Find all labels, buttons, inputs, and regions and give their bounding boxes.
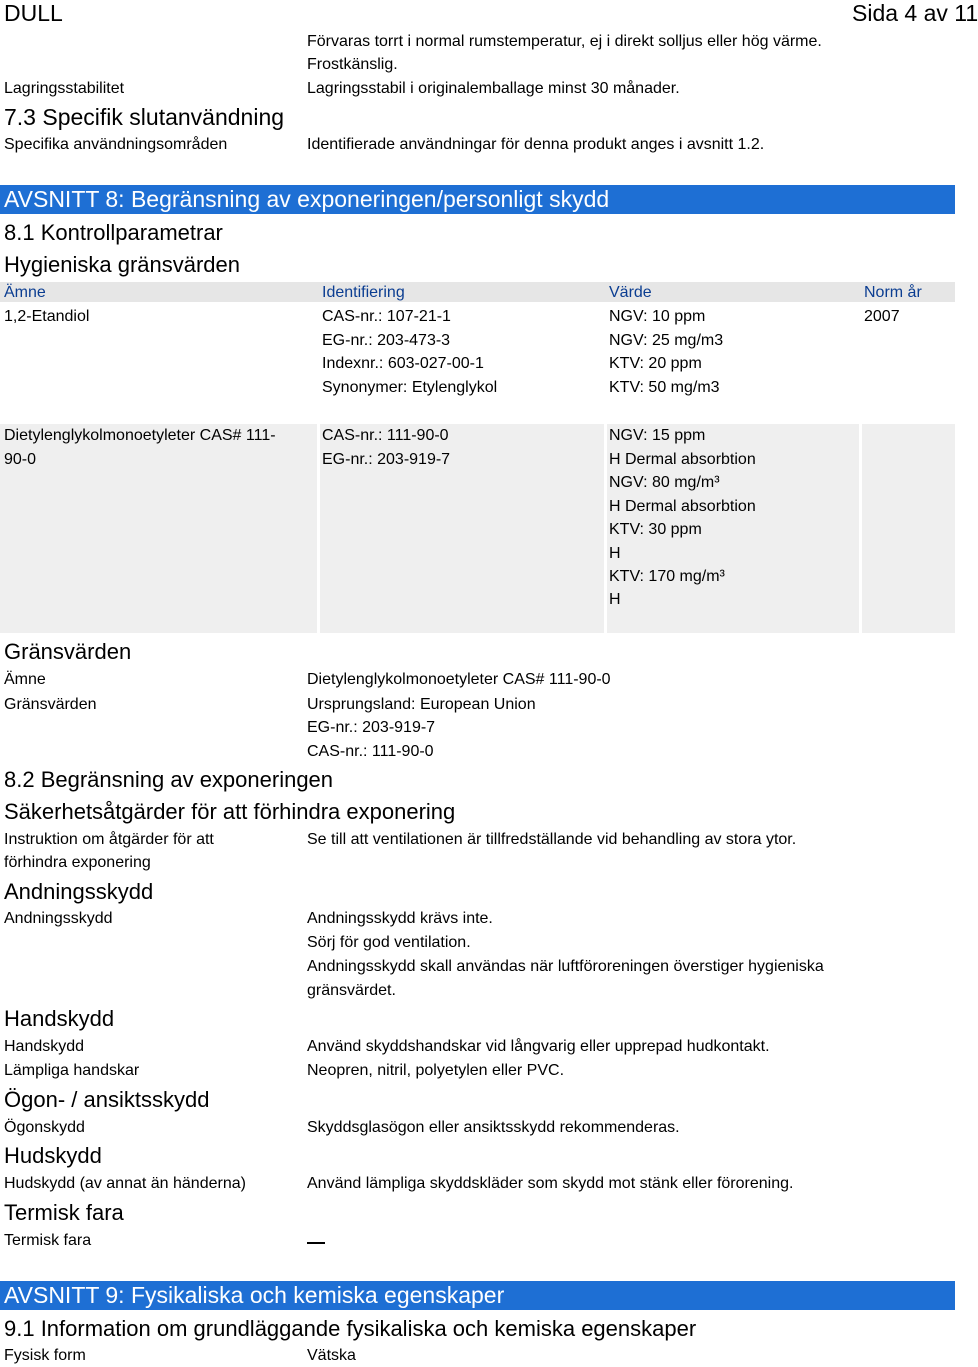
row1-ident-index: Indexnr.: 603-027-00-1 xyxy=(322,355,484,372)
company-name: DULL xyxy=(4,0,63,26)
skin-protection-title: Hudskydd xyxy=(4,1143,102,1168)
col-header-substance: Ämne xyxy=(4,284,46,301)
physical-form-label: Fysisk form xyxy=(4,1347,86,1364)
suitable-gloves-label: Lämpliga handskar xyxy=(4,1062,140,1079)
skin-protection-label: Hudskydd (av annat än händerna) xyxy=(4,1175,246,1192)
row1-value-2: NGV: 25 mg/m3 xyxy=(609,332,724,349)
suitable-gloves-value: Neopren, nitril, polyetylen eller PVC. xyxy=(307,1062,565,1079)
limit-substance-value: Dietylenglykolmonoetyleter CAS# 111-90-0 xyxy=(307,671,611,688)
section-8-2-title: 8.2 Begränsning av exponeringen xyxy=(4,767,334,792)
respiratory-value-4: gränsvärdet. xyxy=(307,982,396,999)
limit-values-label: Gränsvärden xyxy=(4,696,97,713)
hygienic-limits-title: Hygieniska gränsvärden xyxy=(4,252,241,277)
safety-value: Se till att ventilationen är tillfredställande vid behandling av stora ytor. xyxy=(307,831,797,848)
row2-value-3: NGV: 80 mg/m³ xyxy=(609,474,720,491)
row2-value-6: H xyxy=(609,545,621,562)
page-number: Sida 4 av 11 xyxy=(852,0,978,26)
safety-label-line-2: förhindra exponering xyxy=(4,854,151,871)
empty-value-dash xyxy=(307,1242,325,1244)
storage-line-2: Frostkänslig. xyxy=(307,56,398,73)
row1-ident-cas: CAS-nr.: 107-21-1 xyxy=(322,308,451,325)
row2-substance-line-2: 90-0 xyxy=(4,451,37,468)
eye-protection-label: Ögonskydd xyxy=(4,1119,85,1136)
section-9-1-title: 9.1 Information om grundläggande fysikaliska och kemiska egenskaper xyxy=(4,1316,697,1341)
row2-value-7: KTV: 170 mg/m³ xyxy=(609,568,725,585)
row1-year: 2007 xyxy=(864,308,900,325)
hand-protection-label: Handskydd xyxy=(4,1038,85,1055)
stability-label: Lagringsstabilitet xyxy=(4,80,125,97)
eye-protection-value: Skyddsglasögon eller ansiktsskydd rekommenderas. xyxy=(307,1119,680,1136)
physical-form-value: Vätska xyxy=(307,1347,356,1364)
skin-protection-value: Använd lämpliga skyddskläder som skydd mot stänk eller förorening. xyxy=(307,1175,794,1192)
thermal-hazard-title: Termisk fara xyxy=(4,1200,124,1225)
limit-values-title: Gränsvärden xyxy=(4,639,132,664)
respiratory-title: Andningsskydd xyxy=(4,879,154,904)
safety-measures-title: Säkerhetsåtgärder för att förhindra exponering xyxy=(4,799,456,824)
row2-ident-cas: CAS-nr.: 111-90-0 xyxy=(322,427,449,444)
eye-protection-title: Ögon- / ansiktsskydd xyxy=(4,1087,210,1112)
row2-value-1: NGV: 15 ppm xyxy=(609,427,706,444)
respiratory-value-1: Andningsskydd krävs inte. xyxy=(307,910,493,927)
storage-line-1: Förvaras torrt i normal rumstemperatur, ej i direkt solljus eller hög värme. xyxy=(307,33,822,50)
limit-substance-label: Ämne xyxy=(4,671,46,688)
row1-substance: 1,2-Etandiol xyxy=(4,308,90,325)
row2-value-5: KTV: 30 ppm xyxy=(609,521,702,538)
respiratory-value-2: Sörj för god ventilation. xyxy=(307,934,471,951)
section-8-header-bar: AVSNITT 8: Begränsning av exponeringen/personligt skydd xyxy=(0,185,955,214)
limit-eg-number: EG-nr.: 203-919-7 xyxy=(307,719,436,736)
row1-value-1: NGV: 10 ppm xyxy=(609,308,706,325)
section-7-3-title: 7.3 Specifik slutanvändning xyxy=(4,104,285,130)
safety-label-line-1: Instruktion om åtgärder för att xyxy=(4,831,214,848)
section-8-1-title: 8.1 Kontrollparametrar xyxy=(4,220,223,245)
col-header-identification: Identifiering xyxy=(322,284,405,301)
row1-value-4: KTV: 50 mg/m3 xyxy=(609,379,720,396)
specific-uses-value: Identifierade användningar för denna produkt anges i avsnitt 1.2. xyxy=(307,136,765,153)
row2-cell-year-bg xyxy=(862,424,955,633)
row2-value-8: H xyxy=(609,591,621,608)
limits-table-header xyxy=(0,282,955,302)
section-9-header-bar: AVSNITT 9: Fysikaliska och kemiska egenskaper xyxy=(0,1281,955,1310)
specific-uses-label: Specifika användningsområden xyxy=(4,136,228,153)
col-header-value: Värde xyxy=(609,284,652,301)
row2-substance-line-1: Dietylenglykolmonoetyleter CAS# 111- xyxy=(4,427,276,444)
row2-cell-substance-bg xyxy=(0,424,317,633)
limit-cas-number: CAS-nr.: 111-90-0 xyxy=(307,743,434,760)
col-header-norm-year: Norm år xyxy=(864,284,922,301)
row2-ident-eg: EG-nr.: 203-919-7 xyxy=(322,451,451,468)
row1-value-3: KTV: 20 ppm xyxy=(609,355,702,372)
respiratory-value-3: Andningsskydd skall användas när luftföroreningen överstiger hygieniska xyxy=(307,958,824,975)
stability-value: Lagringsstabil i originalemballage minst 30 månader. xyxy=(307,80,680,97)
respiratory-label: Andningsskydd xyxy=(4,910,113,927)
row1-ident-eg: EG-nr.: 203-473-3 xyxy=(322,332,451,349)
hand-protection-title: Handskydd xyxy=(4,1006,115,1031)
limit-origin: Ursprungsland: European Union xyxy=(307,696,536,713)
row2-value-2: H Dermal absorbtion xyxy=(609,451,756,468)
row1-ident-synonyms: Synonymer: Etylenglykol xyxy=(322,379,498,396)
hand-protection-value: Använd skyddshandskar vid långvarig eller upprepad hudkontakt. xyxy=(307,1038,770,1055)
row2-value-4: H Dermal absorbtion xyxy=(609,498,756,515)
thermal-hazard-label: Termisk fara xyxy=(4,1232,92,1249)
